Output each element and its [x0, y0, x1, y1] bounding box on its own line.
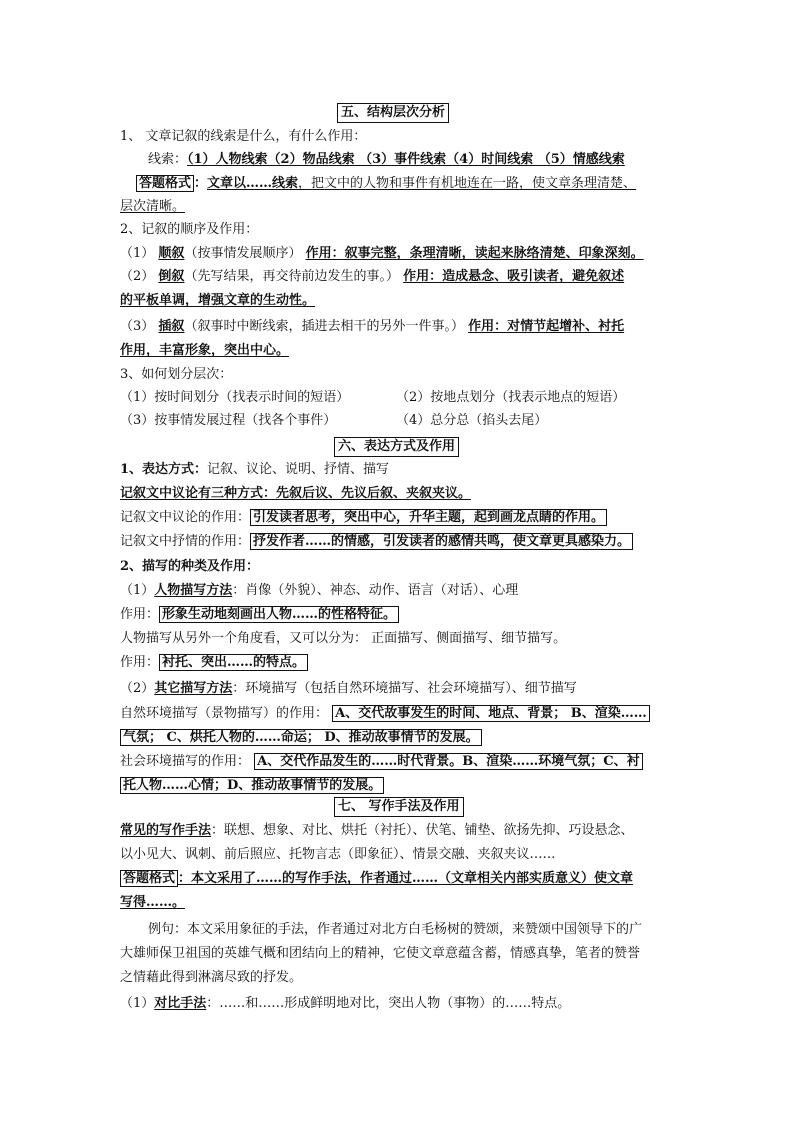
clue-items: （1）人物线索（2）物品线索 （3）事件线索（4）时间线索 （5）情感线索 — [187, 152, 625, 167]
nature-effect-label: 自然环境描写（景物描写）的作用： — [120, 706, 329, 721]
order-2-effect-2: 的平板单调，增强文章的生动性。 — [120, 293, 316, 308]
technique-answer-format — [120, 870, 633, 888]
other-term: 其它描写方法 — [154, 681, 233, 696]
example-line-3: 之情藉此得到淋漓尽致的抒发。 — [120, 970, 303, 985]
lyric-effect-label: 记叙文中抒情的作用： — [120, 534, 251, 549]
order-3-cont — [120, 342, 289, 360]
other-num: （2） — [120, 681, 155, 696]
technique-answer-text-2: 写得……。 — [120, 895, 186, 910]
expression-text: 记叙、议论、说明、抒情、描写 — [207, 462, 390, 477]
common-techniques-term: 常见的写作手法 — [120, 823, 212, 838]
contrast-text: ：……和……形成鲜明地对比，突出人物（事物）的……特点。 — [206, 996, 571, 1011]
example-line-1: 例句：本文采用象征的手法，作者通过对北方白毛杨树的赞颂，来赞颂中国领导下的广 — [148, 922, 643, 937]
character-angle: 人物描写从另外一个角度看，又可以分为： 正面描写、侧面描写、细节描写。 — [120, 631, 567, 646]
common-techniques-cont: 以小见大、讽刺、前后照应、托物言志（即象征）、情景交融、夹叙夹议…… — [120, 847, 556, 862]
society-effect-cont — [120, 777, 384, 795]
clue-label: 线索： — [148, 152, 188, 167]
order-2-desc: （先写结果，再交待前边发生的事。） — [184, 269, 399, 284]
order-2-term: 倒叙 — [158, 269, 185, 284]
heading-section-5: 五、结构层次分析 — [337, 103, 449, 123]
society-effect-box: A、交代作品发生的……时代背景。B、渲染……环境气氛；C、衬 — [254, 753, 642, 770]
heading-section-7: 七、 写作手法及作用 — [334, 797, 464, 817]
contrast-effect-label: 作用： — [120, 655, 160, 670]
other-description — [120, 680, 577, 698]
order-2-effect: 作用：造成悬念、吸引读者，避免叙述 — [403, 269, 625, 284]
question-2: 2、记叙的顺序及作用： — [120, 222, 259, 237]
heading-section-6: 六、表达方式及作用 — [334, 437, 459, 457]
order-1-desc: （按事情发展顺序） — [184, 246, 302, 261]
answer-format-bold: 文章以……线索 — [207, 176, 299, 191]
lyric-effect-box: 抒发作者……的情感，引发读者的感情共鸣，使文章更具感染力。 — [250, 533, 633, 550]
nature-effect-box-2: 气氛； C、烘托人物的……命运； D、推动故事情节的发展。 — [120, 729, 482, 746]
technique-answer-cont — [120, 894, 185, 912]
order-1-term: 顺叙 — [158, 246, 185, 261]
description-types: 2、描写的种类及作用： — [120, 559, 260, 574]
technique-answer-label: 答题格式 — [120, 870, 178, 887]
layer-4: （4）总分总（掐头去尾） — [396, 413, 548, 428]
character-effect — [120, 606, 399, 624]
society-effect-label: 社会环境描写的作用： — [120, 754, 251, 769]
argument-effect-box: 引发读者思考，突出中心，升华主题，起到画龙点睛的作用。 — [250, 509, 607, 526]
nature-effect-cont — [120, 729, 482, 747]
expression-label: 1、表达方式： — [120, 462, 208, 477]
question-3: 3、如何划分层次： — [120, 367, 233, 382]
order-3-num: （3） — [120, 319, 155, 334]
technique-answer-text: ：本文采用了……的写作手法，作者通过……（文章相关内部实质意义）使文章 — [178, 871, 634, 886]
order-3 — [120, 318, 624, 336]
argument-effect — [120, 509, 607, 527]
lyric-effect — [120, 533, 633, 551]
society-effect-box-2: 托人物……心情；D、推动故事情节的发展。 — [120, 777, 384, 794]
character-num: （1） — [120, 583, 155, 598]
character-effect-label: 作用： — [120, 607, 160, 622]
character-text: ：肖像（外貌）、神态、动作、语言（对话）、心理 — [232, 583, 519, 598]
order-1-num: （1） — [120, 246, 155, 261]
layer-2: （2）按地点划分（找表示地点的短语） — [396, 390, 626, 405]
order-2-cont — [120, 292, 315, 310]
order-3-term: 插叙 — [158, 319, 185, 334]
question-1: 1、 文章记叙的线索是什么，有什么作用： — [120, 129, 367, 144]
character-term: 人物描写方法 — [154, 583, 233, 598]
argument-effect-label: 记叙文中议论的作用： — [120, 510, 251, 525]
layer-1: （1）按时间划分（找表示时间的短语） — [120, 390, 350, 405]
contrast-effect-box: 衬托、突出……的特点。 — [159, 654, 308, 671]
order-1 — [120, 245, 644, 263]
answer-colon: ： — [194, 176, 208, 191]
character-effect-box: 形象生动地刻画出人物……的性格特征。 — [159, 606, 399, 623]
answer-format-line-2 — [120, 198, 185, 216]
clue-line — [148, 151, 625, 169]
argument-modes: 记叙文中议论有三种方式：先叙后议、先议后叙、夹叙夹议。 — [120, 486, 472, 501]
nature-effect-box: A、交代故事发生的时间、地点、背景； B、渲染…… — [332, 705, 650, 722]
contrast-num: （1） — [120, 996, 155, 1011]
expression-modes — [120, 461, 389, 479]
common-techniques-text: ：联想、想象、对比、烘托（衬托）、伏笔、铺垫、欲扬先抑、巧设悬念、 — [211, 823, 634, 838]
order-2-num: （2） — [120, 269, 155, 284]
society-effect — [120, 753, 643, 771]
contrast-technique — [120, 995, 570, 1013]
common-techniques — [120, 822, 634, 840]
layer-3: （3）按事情发展过程（找各个事件） — [120, 413, 337, 428]
answer-format-rest-2: 层次清晰。 — [120, 199, 186, 214]
nature-effect — [120, 705, 650, 723]
answer-format-rest: ，把文中的人物和事件有机地连在一路，使文章条理清楚、 — [298, 176, 637, 191]
answer-format-line — [136, 175, 636, 193]
order-3-effect-2: 作用，丰富形象，突出中心。 — [120, 343, 290, 358]
order-3-effect: 作用：对情节起增补、衬托 — [468, 319, 625, 334]
contrast-effect — [120, 654, 308, 672]
character-description — [120, 582, 518, 600]
order-2 — [120, 268, 624, 286]
answer-format-label: 答题格式 — [136, 175, 194, 192]
other-text: ：环境描写（包括自然环境描写、社会环境描写）、细节描写 — [232, 681, 577, 696]
example-line-2: 大雄师保卫祖国的英雄气概和团结向上的精神，它使文章意蕴含蓄，情感真挚，笔者的赞誉 — [120, 946, 641, 961]
order-3-desc: （叙事时中断线索，插进去相干的另外一件事。） — [184, 319, 464, 334]
order-1-effect: 作用：叙事完整，条理清晰，读起来脉络清楚、印象深刻。 — [305, 246, 644, 261]
contrast-term: 对比手法 — [154, 996, 207, 1011]
